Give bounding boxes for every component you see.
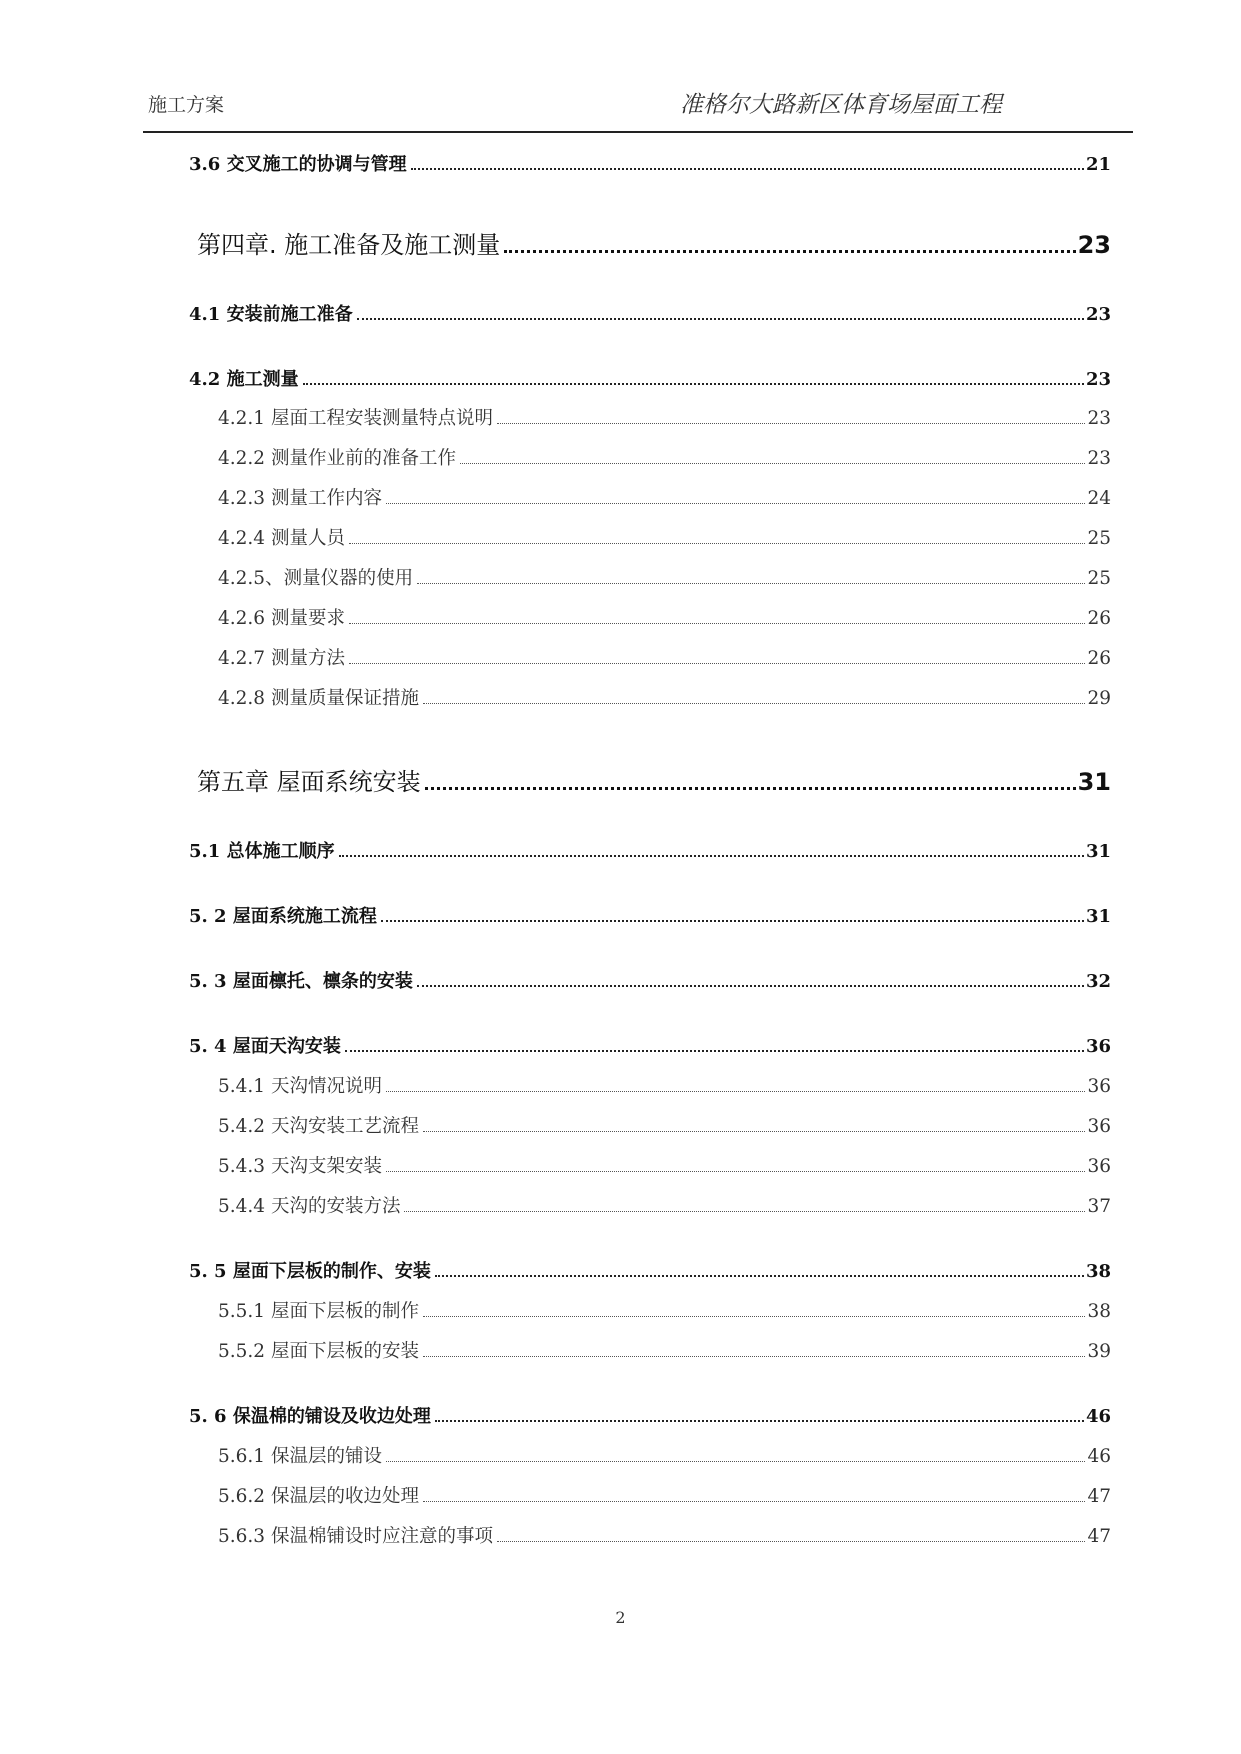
toc-entry-5-6[interactable]: [189, 1402, 1111, 1428]
toc-entry-title: 5.5.1 屋面下层板的制作: [218, 1301, 419, 1322]
toc-entry-title: 5. 5 屋面下层板的制作、安装: [189, 1261, 431, 1282]
toc-entry-3-6[interactable]: [189, 150, 1111, 176]
toc-leader-dots: [381, 920, 1084, 922]
toc-entry-4-2-4[interactable]: [218, 524, 1111, 550]
toc-entry-page: 39: [1087, 1341, 1111, 1362]
toc-entry-5-6-1[interactable]: [218, 1442, 1111, 1468]
toc-leader-dots: [404, 1211, 1085, 1212]
toc-entry-page: 36: [1085, 1036, 1111, 1057]
toc-entry-page: 24: [1087, 488, 1111, 509]
toc-entry-title: 4.2.4 测量人员: [218, 528, 345, 549]
toc-leader-dots: [425, 787, 1076, 790]
toc-entry-page: 23: [1087, 448, 1111, 469]
toc-entry-title: 5. 3 屋面檩托、檩条的安装: [189, 971, 413, 992]
toc-entry-4-2-5[interactable]: [218, 564, 1111, 590]
toc-entry-4-2-1[interactable]: [218, 404, 1111, 430]
toc-entry-page: 23: [1087, 408, 1111, 429]
toc-entry-page: 21: [1085, 154, 1111, 175]
toc-entry-page: 31: [1085, 906, 1111, 927]
toc-entry-4-2-2[interactable]: [218, 444, 1111, 470]
toc-entry-page: 37: [1087, 1196, 1111, 1217]
toc-entry-5-5-2[interactable]: [218, 1337, 1111, 1363]
toc-entry-5-1[interactable]: [189, 837, 1111, 863]
toc-entry-page: 23: [1085, 369, 1111, 390]
toc-leader-dots: [349, 543, 1086, 544]
toc-entry-page: 31: [1085, 841, 1111, 862]
toc-entry-title: 5.5.2 屋面下层板的安装: [218, 1341, 419, 1362]
toc-chapter-4[interactable]: [197, 225, 1111, 260]
toc-entry-4-2-7[interactable]: [218, 644, 1111, 670]
toc-entry-title: 4.2.6 测量要求: [218, 608, 345, 629]
toc-entry-4-2[interactable]: [189, 365, 1111, 391]
toc-entry-title: 5.6.1 保温层的铺设: [218, 1446, 382, 1467]
toc-entry-5-3[interactable]: [189, 967, 1111, 993]
toc-chapter-page: 23: [1077, 231, 1111, 259]
toc-leader-dots: [423, 1501, 1085, 1502]
toc-entry-5-4[interactable]: [189, 1032, 1111, 1058]
toc-entry-5-6-2[interactable]: [218, 1482, 1111, 1508]
toc-leader-dots: [345, 1050, 1084, 1052]
toc-entry-page: 36: [1087, 1076, 1111, 1097]
toc-entry-5-2[interactable]: [189, 902, 1111, 928]
toc-entry-page: 25: [1087, 568, 1111, 589]
toc-leader-dots: [303, 383, 1084, 385]
toc-leader-dots: [423, 1131, 1085, 1132]
toc-entry-title: 4.2.1 屋面工程安装测量特点说明: [218, 408, 493, 429]
toc-entry-title: 5. 6 保温棉的铺设及收边处理: [189, 1406, 431, 1427]
toc-entry-title: 5.1 总体施工顺序: [189, 841, 335, 862]
toc-leader-dots: [423, 1356, 1085, 1357]
toc-leader-dots: [423, 703, 1085, 704]
toc-entry-title: 4.2.8 测量质量保证措施: [218, 688, 419, 709]
toc-chapter-title: 第五章 屋面系统安装: [197, 768, 421, 796]
toc-chapter-title: 第四章. 施工准备及施工测量: [197, 231, 501, 259]
toc-entry-page: 25: [1087, 528, 1111, 549]
toc-entry-page: 47: [1087, 1526, 1111, 1547]
toc-entry-page: 47: [1087, 1486, 1111, 1507]
toc-leader-dots: [497, 423, 1085, 424]
toc-leader-dots: [386, 503, 1085, 504]
toc-entry-5-4-2[interactable]: [218, 1112, 1111, 1138]
toc-entry-title: 5. 4 屋面天沟安装: [189, 1036, 341, 1057]
toc-entry-page: 46: [1085, 1406, 1111, 1427]
toc-entry-title: 5.4.1 天沟情况说明: [218, 1076, 382, 1097]
toc-entry-5-5[interactable]: [189, 1257, 1111, 1283]
toc-leader-dots: [357, 318, 1084, 320]
toc-entry-title: 5.6.3 保温棉铺设时应注意的事项: [218, 1526, 493, 1547]
toc-entry-page: 26: [1087, 608, 1111, 629]
toc-entry-page: 23: [1085, 304, 1111, 325]
toc-entry-title: 5.4.2 天沟安装工艺流程: [218, 1116, 419, 1137]
toc-leader-dots: [435, 1420, 1084, 1422]
toc-leader-dots: [417, 583, 1085, 584]
toc-entry-title: 5.6.2 保温层的收边处理: [218, 1486, 419, 1507]
toc-leader-dots: [339, 855, 1084, 857]
toc-entry-5-4-1[interactable]: [218, 1072, 1111, 1098]
toc-entry-4-1[interactable]: [189, 300, 1111, 326]
toc-leader-dots: [504, 250, 1075, 253]
toc-entry-page: 36: [1087, 1156, 1111, 1177]
toc-leader-dots: [497, 1541, 1085, 1542]
toc-entry-page: 46: [1087, 1446, 1111, 1467]
toc-leader-dots: [386, 1171, 1085, 1172]
toc-entry-title: 4.2 施工测量: [189, 369, 299, 390]
toc-leader-dots: [417, 985, 1084, 987]
toc-entry-4-2-6[interactable]: [218, 604, 1111, 630]
toc-entry-title: 4.2.7 测量方法: [218, 648, 345, 669]
toc-entry-4-2-8[interactable]: [218, 684, 1111, 710]
toc-entry-page: 29: [1087, 688, 1111, 709]
toc-leader-dots: [386, 1461, 1085, 1462]
toc-chapter-5[interactable]: [197, 762, 1111, 797]
header-doc-type: 施工方案: [148, 94, 225, 116]
toc-entry-title: 4.2.5、测量仪器的使用: [218, 568, 414, 589]
toc-entry-page: 38: [1085, 1261, 1111, 1282]
toc-leader-dots: [435, 1275, 1084, 1277]
toc-entry-page: 32: [1085, 971, 1111, 992]
toc-entry-5-4-3[interactable]: [218, 1152, 1111, 1178]
toc-entry-title: 4.2.2 测量作业前的准备工作: [218, 448, 456, 469]
toc-leader-dots: [411, 168, 1084, 170]
toc-chapter-page: 31: [1077, 768, 1111, 796]
toc-entry-page: 26: [1087, 648, 1111, 669]
toc-entry-page: 36: [1087, 1116, 1111, 1137]
page-number: 2: [615, 1608, 626, 1627]
header-project-title: 准格尔大路新区体育场屋面工程: [680, 92, 1002, 118]
toc-entry-title: 5.4.4 天沟的安装方法: [218, 1196, 401, 1217]
toc-leader-dots: [386, 1091, 1085, 1092]
toc-entry-title: 4.2.3 测量工作内容: [218, 488, 382, 509]
toc-leader-dots: [423, 1316, 1085, 1317]
toc-entry-4-2-3[interactable]: [218, 484, 1111, 510]
header-divider: [143, 131, 1133, 133]
toc-entry-title: 3.6 交叉施工的协调与管理: [189, 154, 407, 175]
toc-entry-5-5-1[interactable]: [218, 1297, 1111, 1323]
toc-entry-title: 4.1 安装前施工准备: [189, 304, 353, 325]
toc-entry-title: 5. 2 屋面系统施工流程: [189, 906, 377, 927]
toc-leader-dots: [349, 623, 1086, 624]
toc-leader-dots: [460, 463, 1085, 464]
toc-entry-title: 5.4.3 天沟支架安装: [218, 1156, 382, 1177]
toc-entry-5-6-3[interactable]: [218, 1522, 1111, 1548]
toc-leader-dots: [349, 663, 1086, 664]
toc-entry-5-4-4[interactable]: [218, 1192, 1111, 1218]
toc-entry-page: 38: [1087, 1301, 1111, 1322]
